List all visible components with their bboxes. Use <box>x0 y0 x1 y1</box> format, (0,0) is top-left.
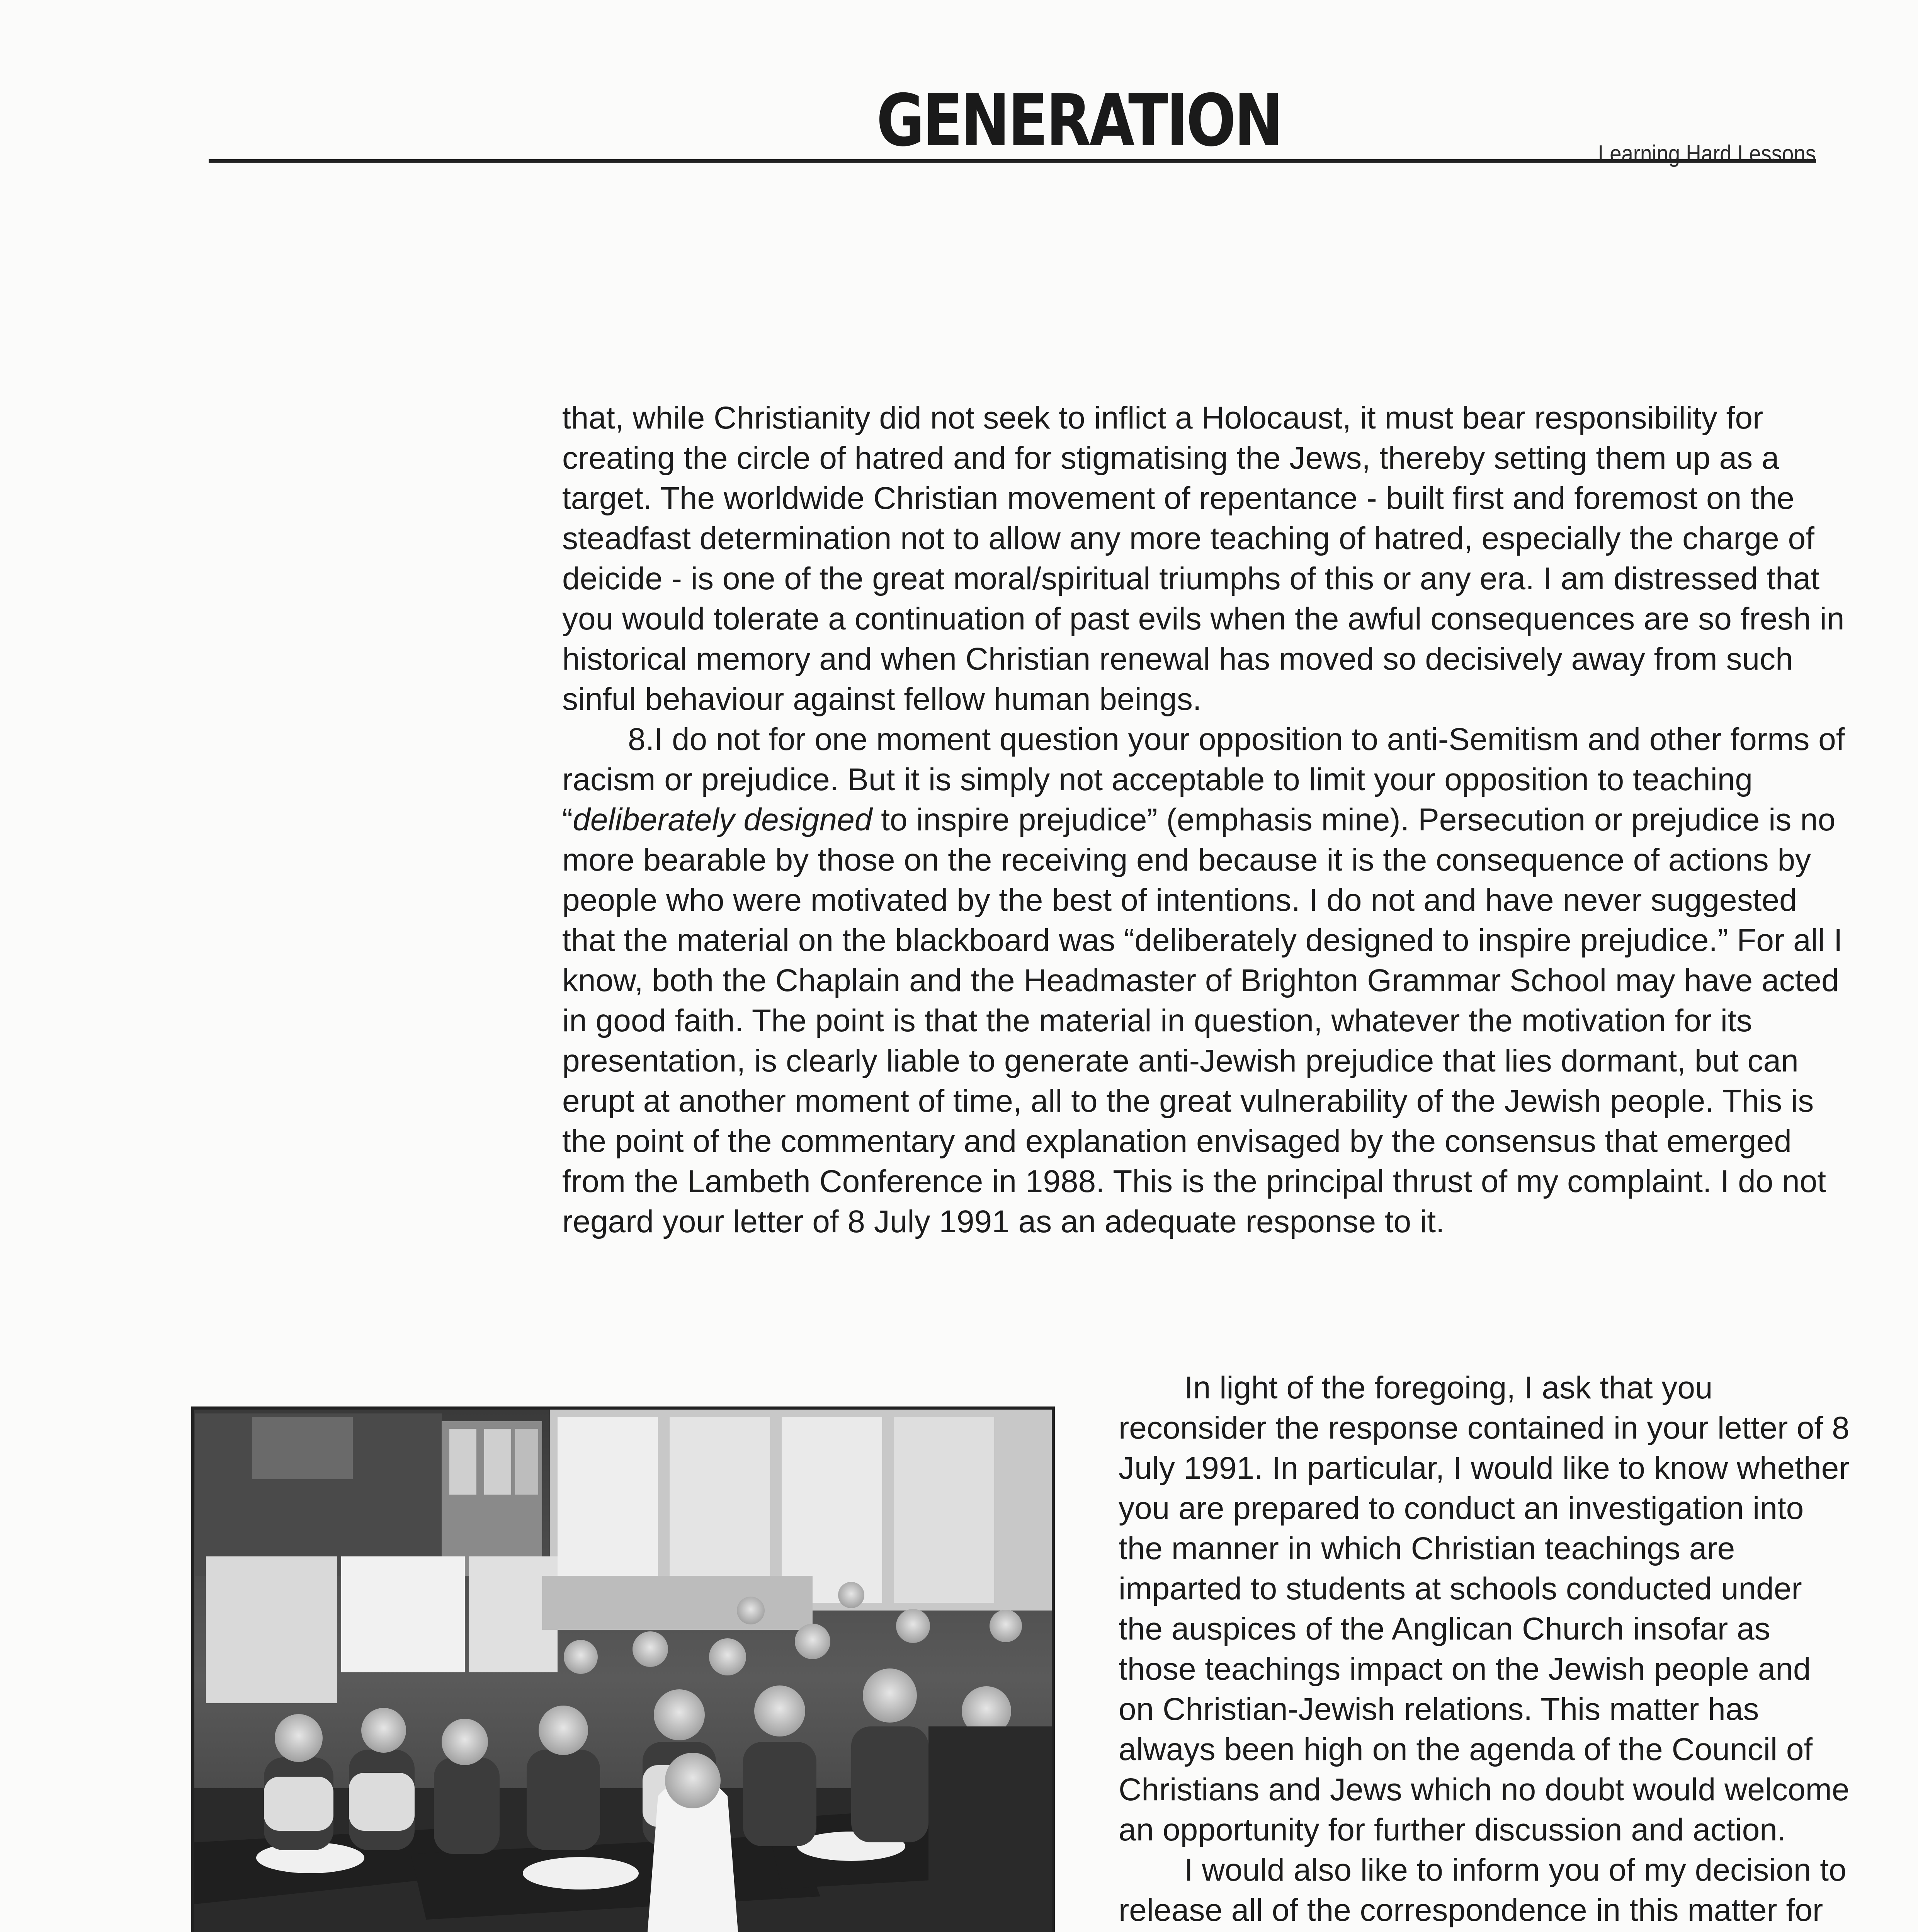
body-text-right-column <box>1119 1368 1853 1932</box>
paragraph-2-part-a: 8.I do not for one moment question your opposition to anti-Semitism and other forms of racism or prejudice. But it is simply not acceptable to limit your opposition to teaching “ <box>562 722 1845 837</box>
paragraph-2-emphasis: deliberately designed <box>573 802 872 837</box>
classroom-photo <box>191 1406 1055 1932</box>
paragraph-4 <box>1119 1850 1853 1932</box>
paragraph-3: In light of the foregoing, I ask that you reconsider the response contained in your letter of 8 July 1991. In particular, I would like to know whether you are prepared to conduct an investigation into the manner in which Christian teachings are imparted to students at schools conducted under the auspices of the Anglican Church insofar as those teachings impact on the Jewish people and on Christian-Jewish relations. This matter has always been high on the agenda of the Council of Christians and Jews which no doubt would welcome an opportunity for further discussion and action. <box>1119 1370 1850 1847</box>
paragraph-4-part-a: I would also like to inform you of my decision to release all of the correspondence in this matter for <box>1119 1852 1847 1928</box>
masthead-title: GENERATION <box>876 79 1282 162</box>
classroom-photo-image <box>194 1410 1052 1932</box>
body-text-top <box>562 398 1853 1242</box>
paragraph-2 <box>562 719 1853 1242</box>
paragraph-2-part-b: to inspire prejudice” (emphasis mine). Persecution or prejudice is no more bearable by those on the receiving end because it is the consequence of actions by people who were motivated by the best of intentions. I do not and have never suggested that the material on the blackboard was “deliberately designed to inspire prejudice.” For all I know, both the Chaplain and the Headmaster of Brighton Grammar School may have acted in good faith. The point is that the material in question, whatever the motivation for its presentation, is clearly liable to generate anti-Jewish prejudice that lies dormant, but can erupt at another moment of time, all to the great vulnerability of the Jewish people. This is the point of the commentary and explanation envisaged by the consensus that emerged from the Lambeth Conference in 1988. This is the principal thrust of my complaint. I do not regard your letter of 8 July 1991 as an adequate response to it. <box>562 802 1843 1239</box>
paragraph-1: that, while Christianity did not seek to inflict a Holocaust, it must bear responsibility for creating the circle of hatred and for stigmatising the Jews, thereby setting them up as a target. The worldwide Christian movement of repentance - built first and foremost on the steadfast determination not to allow any more teaching of hatred, especially the charge of deicide - is one of the great moral/spiritual triumphs of this or any era. I am distressed that you would tolerate a continuation of past evils when the awful consequences are so fresh in historical memory and when Christian renewal has moved so decisively away from such sinful behaviour against fellow human beings. <box>562 400 1845 717</box>
section-title: Learning Hard Lessons <box>1598 141 1816 167</box>
header-rule <box>209 159 1816 163</box>
